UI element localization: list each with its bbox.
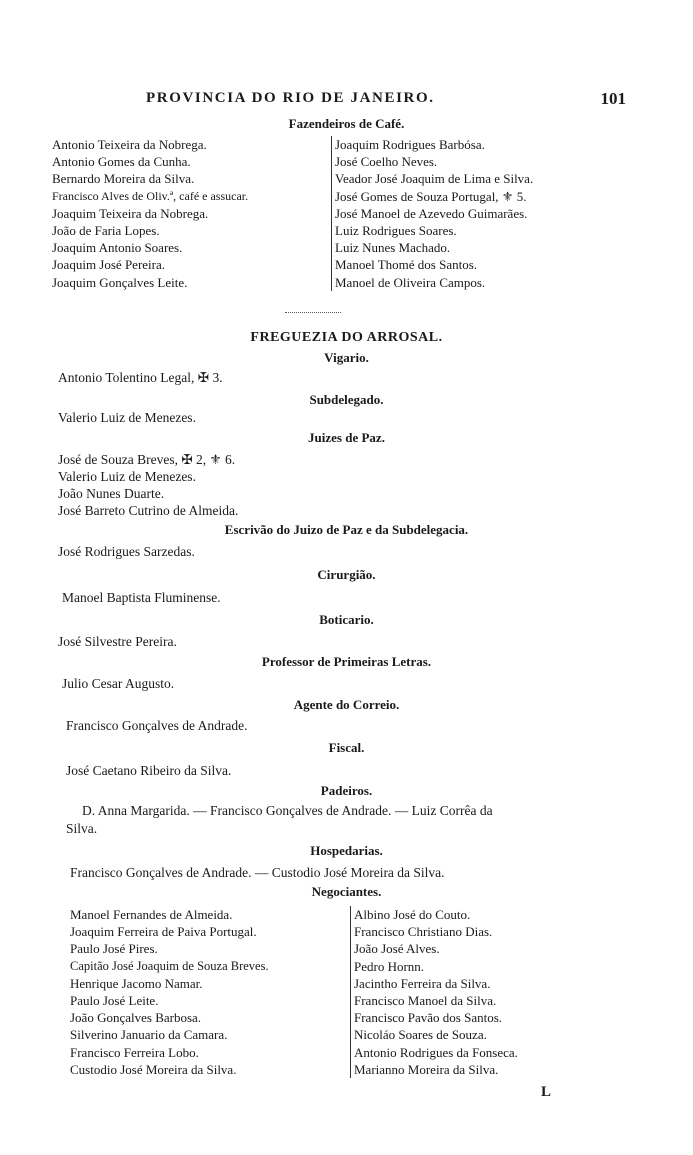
section-heading-vigario: Vigario. xyxy=(324,350,369,365)
list-item: Manoel de Oliveira Campos. xyxy=(335,274,486,290)
page-header-title: PROVINCIA DO RIO DE JANEIRO. xyxy=(146,90,435,106)
juiz-line: João Nunes Duarte. xyxy=(58,486,165,501)
section-heading-subdelegado: Subdelegado. xyxy=(309,392,384,407)
section-heading-fazendeiros: Fazendeiros de Café. xyxy=(288,116,405,131)
juiz-line: José Barreto Cutrino de Almeida. xyxy=(58,503,239,518)
list-item: Francisco Alves de Oliv.ª, café e assucar. xyxy=(52,188,249,203)
list-item: Joaquim Gonçalves Leite. xyxy=(52,274,188,290)
list-item: Joaquim Teixeira da Nobrega. xyxy=(52,205,209,221)
list-item: Francisco Pavão dos Santos. xyxy=(354,1010,503,1026)
list-item: Luiz Nunes Machado. xyxy=(335,240,451,256)
list-item: Joaquim Rodrigues Barbósa. xyxy=(335,137,485,152)
list-item: Joaquim Ferreira de Paiva Portugal. xyxy=(70,924,257,940)
list-item: Luiz Rodrigues Soares. xyxy=(335,222,457,238)
list-item: Antonio Rodrigues da Fonseca. xyxy=(354,1044,518,1060)
list-item: Capitão José Joaquim de Souza Breves. xyxy=(70,958,269,973)
list-item: Veador José Joaquim de Lima e Silva. xyxy=(335,171,534,187)
list-item: José Coelho Neves. xyxy=(335,154,438,170)
section-heading-escrivao: Escrivão do Juizo de Paz e da Subdelegacia. xyxy=(224,522,469,537)
section-heading-padeiros: Padeiros. xyxy=(320,783,373,798)
boticario-name: José Silvestre Pereira. xyxy=(58,634,177,649)
section-heading-cirurgiao: Cirurgião. xyxy=(317,567,376,582)
section-heading-agente: Agente do Correio. xyxy=(293,697,400,712)
freguezia-heading: FREGUEZIA DO ARROSAL. xyxy=(250,330,443,345)
list-item: Joaquim José Pereira. xyxy=(52,257,166,273)
subdelegado-name: Valerio Luiz de Menezes. xyxy=(58,410,196,425)
section-heading-boticario: Boticario. xyxy=(319,612,374,627)
list-item: Jacintho Ferreira da Silva. xyxy=(354,975,491,991)
cirurgiao-name: Manoel Baptista Fluminense. xyxy=(62,590,221,605)
list-item: Manoel Thomé dos Santos. xyxy=(335,257,478,273)
fazendeiros-left-column xyxy=(52,136,332,291)
agente-name: Francisco Gonçalves de Andrade. xyxy=(66,718,248,733)
list-item: Paulo José Leite. xyxy=(70,992,159,1008)
list-item: Francisco Christiano Dias. xyxy=(354,924,493,940)
list-item: Albino José do Couto. xyxy=(354,907,471,922)
list-item: Pedro Hornn. xyxy=(354,958,425,974)
signature-mark: L xyxy=(541,1084,552,1100)
hospedarias-line: Francisco Gonçalves de Andrade. — Custodio José Moreira da Silva. xyxy=(70,865,445,880)
list-item: José Gomes de Souza Portugal, ⚜ 5. xyxy=(335,188,527,204)
list-item: Francisco Ferreira Lobo. xyxy=(70,1044,199,1060)
fazendeiros-right-column xyxy=(331,136,655,291)
list-item: Bernardo Moreira da Silva. xyxy=(52,171,195,187)
section-heading-professor: Professor de Primeiras Letras. xyxy=(261,654,432,669)
section-heading-juizes: Juizes de Paz. xyxy=(308,430,385,445)
juiz-line: José de Souza Breves, ✠ 2, ⚜ 6. xyxy=(58,452,236,467)
divider xyxy=(285,312,341,313)
list-item: João José Alves. xyxy=(354,941,440,957)
page-number: 101 xyxy=(600,89,626,108)
padeiros-line: Silva. xyxy=(66,821,98,836)
vigario-name: Antonio Tolentino Legal, ✠ 3. xyxy=(58,370,223,385)
negociantes-right-column xyxy=(350,906,654,1078)
list-item: Paulo José Pires. xyxy=(70,941,158,957)
list-item: João Gonçalves Barbosa. xyxy=(70,1010,202,1026)
section-heading-hospedarias: Hospedarias. xyxy=(310,843,383,858)
professor-name: Julio Cesar Augusto. xyxy=(62,676,175,691)
list-item: Silverino Januario da Camara. xyxy=(70,1027,228,1043)
section-heading-negociantes: Negociantes. xyxy=(311,884,382,899)
list-item: Antonio Teixeira da Nobrega. xyxy=(52,137,207,152)
negociantes-left-column xyxy=(70,906,355,1078)
list-item: Joaquim Antonio Soares. xyxy=(52,240,183,256)
list-item: Antonio Gomes da Cunha. xyxy=(52,154,191,170)
juiz-line: Valerio Luiz de Menezes. xyxy=(58,469,196,484)
escrivao-name: José Rodrigues Sarzedas. xyxy=(58,544,195,559)
list-item: João de Faria Lopes. xyxy=(52,222,160,238)
list-item: Francisco Manoel da Silva. xyxy=(354,992,497,1008)
padeiros-line: D. Anna Margarida. — Francisco Gonçalves de Andrade. — Luiz Corrêa da xyxy=(82,803,493,818)
list-item: José Manoel de Azevedo Guimarães. xyxy=(335,205,528,221)
list-item: Marianno Moreira da Silva. xyxy=(354,1061,499,1077)
list-item: Nicoláo Soares de Souza. xyxy=(354,1027,487,1043)
section-heading-fiscal: Fiscal. xyxy=(328,740,365,755)
list-item: Henrique Jacomo Namar. xyxy=(70,975,203,991)
list-item: Manoel Fernandes de Almeida. xyxy=(70,907,233,922)
list-item: Custodio José Moreira da Silva. xyxy=(70,1061,237,1077)
fiscal-name: José Caetano Ribeiro da Silva. xyxy=(66,763,232,778)
running-header xyxy=(146,90,626,112)
